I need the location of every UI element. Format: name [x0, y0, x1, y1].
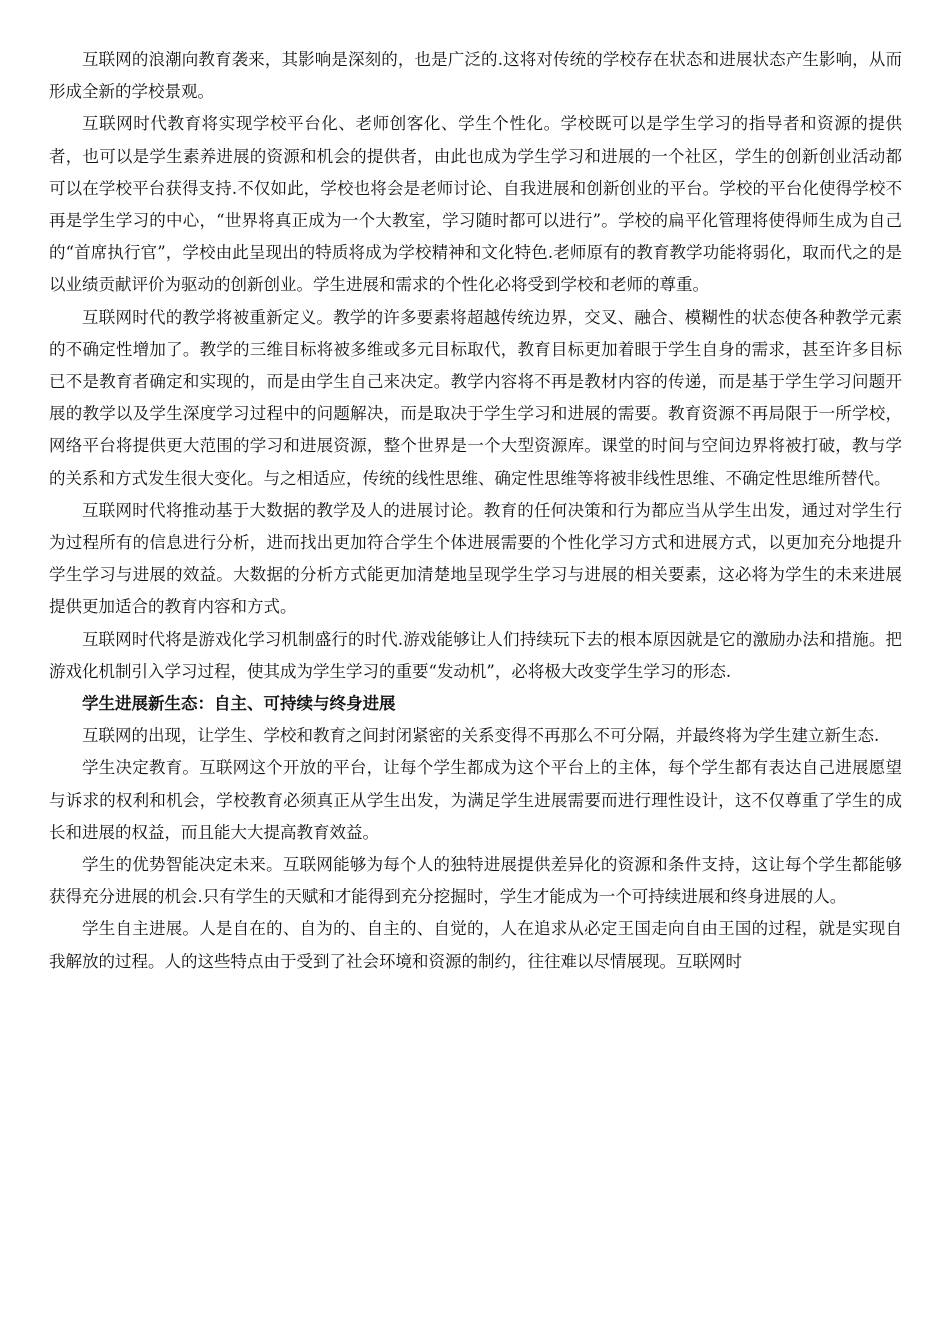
paragraph-self-development: 学生自主进展。人是自在的、自为的、自主的、自觉的，人在追求从必定王国走向自由王国的过程，就是实现自我解放的过程。人的这些特点由于受到了社会环境和资源的制约，往往难以尽情展现。互联网时 — [49, 919, 902, 971]
section-heading: 学生进展新生态：自主、可持续与终身进展 — [82, 694, 396, 714]
paragraph-students-decide: 学生决定教育。互联网这个开放的平台，让每个学生都成为这个平台上的主体，每个学生都有表达自己进展愿望与诉求的权利和机会，学校教育必须真正从学生出发，为满足学生进展需要而进行理性设计，这不仅尊重了学生的成长和进展的权益，而且能大大提高教育效益。 — [49, 758, 902, 842]
paragraph-new-ecology: 互联网的出现，让学生、学校和教育之间封闭紧密的关系变得不再那么不可分隔，并最终将为学生建立新生态. — [82, 726, 880, 746]
paragraph-gamification: 互联网时代将是游戏化学习机制盛行的时代.游戏能够让人们持续玩下去的根本原因就是它的激励办法和措施。把游戏化机制引入学习过程，使其成为学生学习的重要“发动机”，必将极大改变学生学习的形态. — [49, 629, 902, 681]
paragraph-big-data: 互联网时代将推动基于大数据的教学及人的进展讨论。教育的任何决策和行为都应当从学生出发，通过对学生行为过程所有的信息进行分析，进而找出更加符合学生个体进展需要的个性化学习方式和进展方式，以更加充分地提升学生学习与进展的效益。大数据的分析方式能更加清楚地呈现学生学习与进展的相关要素，这必将为学生的未来进展提供更加适合的教育内容和方式。 — [49, 500, 902, 617]
paragraph-school-platform: 互联网时代教育将实现学校平台化、老师创客化、学生个性化。学校既可以是学生学习的指导者和资源的提供者，也可以是学生素养进展的资源和机会的提供者，由此也成为学生学习和进展的一个社区，学生的创新创业活动都可以在学校平台获得支持.不仅如此，学校也将会是老师讨论、自我进展和创新创业的平台。学校的平台化使得学校不再是学生学习的中心，“世界将真正成为一个大教室，学习随时都可以进行”。学校的扁平化管理将使得师生成为自己的“首席执行官”，学校由此呈现出的特质将成为学校精神和文化特色.老师原有的教育教学功能将弱化，取而代之的是以业绩贡献评价为驱动的创新创业。学生进展和需求的个性化必将受到学校和老师的尊重。 — [49, 114, 902, 295]
paragraph-internet-impact: 互联网的浪潮向教育袭来，其影响是深刻的，也是广泛的.这将对传统的学校存在状态和进展状态产生影响，从而形成全新的学校景观。 — [49, 50, 902, 102]
paragraph-strengths-future: 学生的优势智能决定未来。互联网能够为每个人的独特进展提供差异化的资源和条件支持，这让每个学生都能够获得充分进展的机会.只有学生的天赋和才能得到充分挖掘时，学生才能成为一个可持续进展和终身进展的人。 — [49, 855, 902, 907]
paragraph-teaching-redefined: 互联网时代的教学将被重新定义。教学的许多要素将超越传统边界，交叉、融合、模糊性的状态使各种教学元素的不确定性增加了。教学的三维目标将被多维或多元目标取代，教育目标更加着眼于学生自身的需求，甚至许多目标已不是教育者确定和实现的，而是由学生自己来决定。教学内容将不再是教材内容的传递，而是基于学生学习问题开展的教学以及学生深度学习过程中的问题解决，而是取决于学生学习和进展的需要。教育资源不再局限于一所学校，网络平台将提供更大范围的学习和进展资源，整个世界是一个大型资源库。课堂的时间与空间边界将被打破，教与学的关系和方式发生很大变化。与之相适应，传统的线性思维、确定性思维等将被非线性思维、不确定性思维所替代。 — [49, 307, 902, 488]
